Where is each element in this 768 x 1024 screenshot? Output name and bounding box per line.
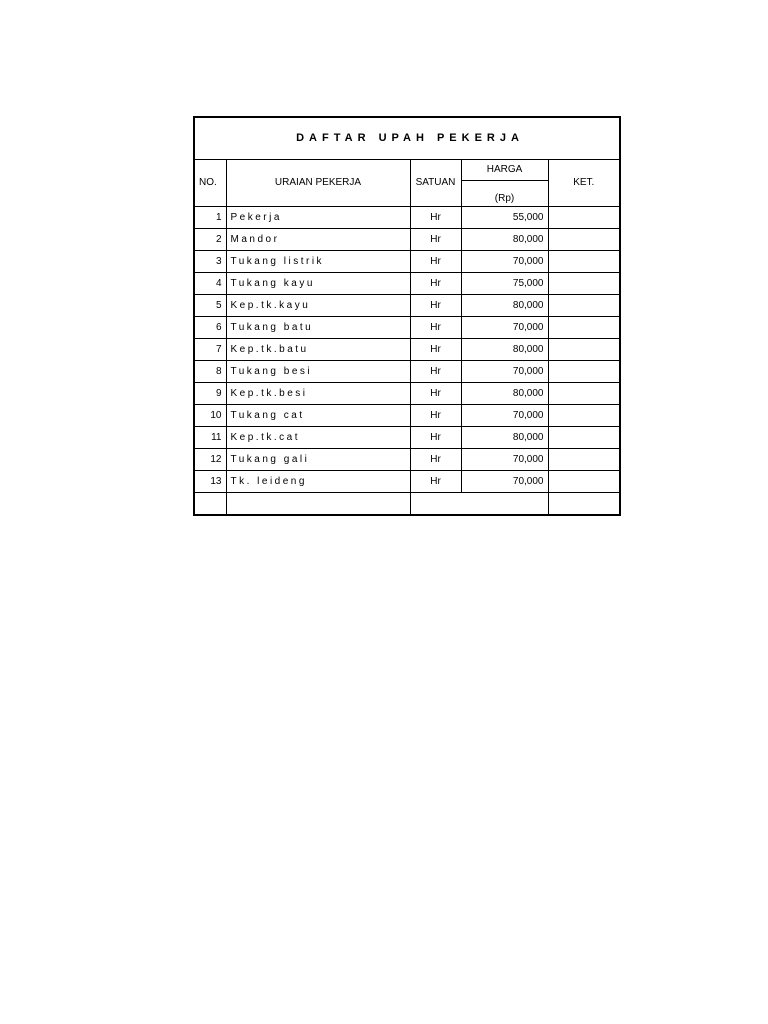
row-unit: Hr <box>410 470 461 492</box>
row-price: 80,000 <box>461 228 548 250</box>
row-number: 13 <box>194 470 226 492</box>
table-row <box>194 272 620 294</box>
table-row <box>194 404 620 426</box>
row-number: 9 <box>194 382 226 404</box>
header-no: NO. <box>194 159 226 206</box>
wage-table <box>193 116 621 516</box>
row-unit: Hr <box>410 228 461 250</box>
row-remarks <box>548 294 620 316</box>
row-unit: Hr <box>410 426 461 448</box>
row-number: 12 <box>194 448 226 470</box>
row-description: Tukang gali <box>226 448 410 470</box>
row-unit: Hr <box>410 272 461 294</box>
row-unit: Hr <box>410 316 461 338</box>
row-description: Tukang kayu <box>226 272 410 294</box>
row-number: 11 <box>194 426 226 448</box>
row-price: 75,000 <box>461 272 548 294</box>
row-remarks <box>548 360 620 382</box>
row-unit: Hr <box>410 404 461 426</box>
table-row <box>194 382 620 404</box>
table-row <box>194 448 620 470</box>
row-remarks <box>548 272 620 294</box>
row-number: 4 <box>194 272 226 294</box>
row-price: 55,000 <box>461 206 548 228</box>
header-row <box>194 159 620 180</box>
row-remarks <box>548 316 620 338</box>
row-remarks <box>548 338 620 360</box>
row-price: 70,000 <box>461 250 548 272</box>
row-remarks <box>548 426 620 448</box>
row-unit: Hr <box>410 294 461 316</box>
row-description: Kep.tk.kayu <box>226 294 410 316</box>
header-price: HARGA <box>461 159 548 180</box>
table-row <box>194 206 620 228</box>
row-description: Tukang cat <box>226 404 410 426</box>
table-row <box>194 470 620 492</box>
row-remarks <box>548 470 620 492</box>
row-unit: Hr <box>410 338 461 360</box>
row-unit: Hr <box>410 206 461 228</box>
table-row <box>194 294 620 316</box>
row-description: Kep.tk.besi <box>226 382 410 404</box>
empty-cell <box>548 492 620 515</box>
table-row <box>194 228 620 250</box>
row-number: 7 <box>194 338 226 360</box>
table-row <box>194 316 620 338</box>
table-row <box>194 250 620 272</box>
row-description: Tukang listrik <box>226 250 410 272</box>
row-description: Pekerja <box>226 206 410 228</box>
row-description: Mandor <box>226 228 410 250</box>
row-price: 70,000 <box>461 470 548 492</box>
empty-cell <box>410 492 548 515</box>
empty-cell <box>226 492 410 515</box>
row-unit: Hr <box>410 448 461 470</box>
header-remarks: KET. <box>548 159 620 206</box>
row-description: Kep.tk.batu <box>226 338 410 360</box>
header-unit: SATUAN <box>410 159 461 206</box>
row-remarks <box>548 228 620 250</box>
row-remarks <box>548 448 620 470</box>
row-number: 8 <box>194 360 226 382</box>
row-number: 3 <box>194 250 226 272</box>
row-price: 70,000 <box>461 360 548 382</box>
row-remarks <box>548 382 620 404</box>
row-number: 10 <box>194 404 226 426</box>
row-description: Kep.tk.cat <box>226 426 410 448</box>
row-price: 80,000 <box>461 294 548 316</box>
row-unit: Hr <box>410 250 461 272</box>
row-price: 70,000 <box>461 404 548 426</box>
row-unit: Hr <box>410 360 461 382</box>
title-row <box>194 117 620 159</box>
row-remarks <box>548 404 620 426</box>
row-remarks <box>548 250 620 272</box>
row-price: 80,000 <box>461 426 548 448</box>
table-row <box>194 338 620 360</box>
row-unit: Hr <box>410 382 461 404</box>
row-price: 80,000 <box>461 382 548 404</box>
empty-row <box>194 492 620 515</box>
row-number: 1 <box>194 206 226 228</box>
row-description: Tukang batu <box>226 316 410 338</box>
table-title: DAFTAR UPAH PEKERJA <box>194 117 620 159</box>
header-price-unit: (Rp) <box>461 180 548 206</box>
row-remarks <box>548 206 620 228</box>
row-number: 2 <box>194 228 226 250</box>
row-price: 80,000 <box>461 338 548 360</box>
row-number: 5 <box>194 294 226 316</box>
row-description: Tukang besi <box>226 360 410 382</box>
table-row <box>194 426 620 448</box>
row-description: Tk. leideng <box>226 470 410 492</box>
empty-cell <box>194 492 226 515</box>
table-row <box>194 360 620 382</box>
header-description: URAIAN PEKERJA <box>226 159 410 206</box>
row-number: 6 <box>194 316 226 338</box>
row-price: 70,000 <box>461 448 548 470</box>
row-price: 70,000 <box>461 316 548 338</box>
